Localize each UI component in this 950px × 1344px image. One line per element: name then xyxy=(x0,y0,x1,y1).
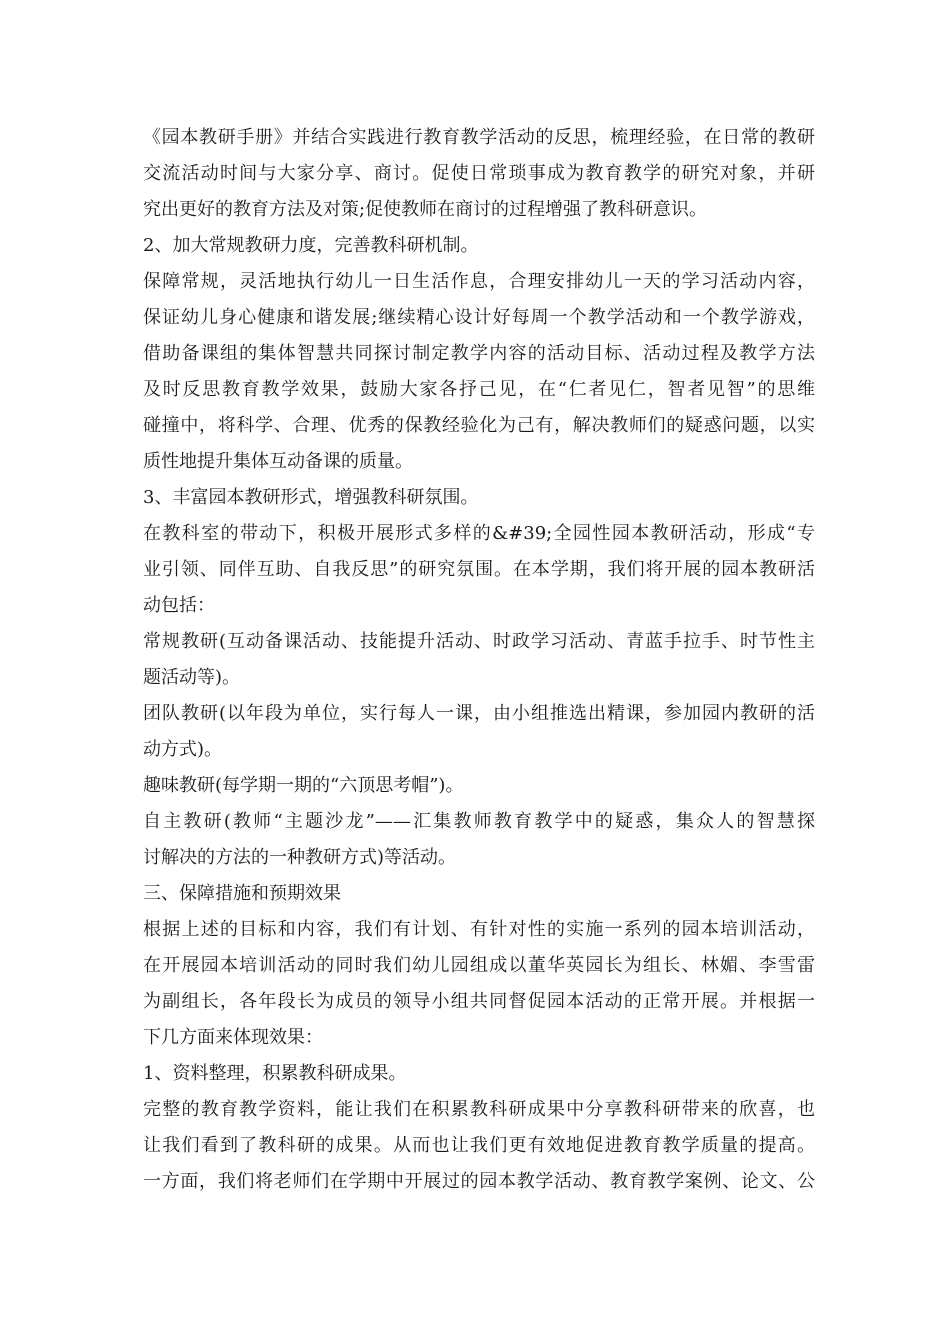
text-line: 交流活动时间与大家分享、商讨。促使日常琐事成为教育教学的研究对象，并研 xyxy=(143,163,815,184)
text-line: 团队教研(以年段为单位，实行每人一课，由小组推选出精课，参加园内教研的活 xyxy=(143,703,815,724)
text-line: 为副组长，各年段长为成员的领导小组共同督促园本活动的正常开展。并根据一 xyxy=(143,991,815,1012)
text-line: 业引领、同伴互助、自我反思”的研究氛围。在本学期，我们将开展的园本教研活 xyxy=(143,559,815,580)
text-line: 借助备课组的集体智慧共同探讨制定教学内容的活动目标、活动过程及教学方法 xyxy=(143,343,815,364)
text-line: 完整的教育教学资料，能让我们在积累教科研成果中分享教科研带来的欣喜，也 xyxy=(143,1099,815,1120)
text-line: 自主教研(教师“主题沙龙”——汇集教师教育教学中的疑惑，集众人的智慧探 xyxy=(143,811,815,832)
text-line: 根据上述的目标和内容，我们有计划、有针对性的实施一系列的园本培训活动， xyxy=(143,919,815,940)
text-line: 动方式)。 xyxy=(143,739,223,760)
text-line: 及时反思教育教学效果，鼓励大家各抒己见，在“仁者见仁，智者见智”的思维 xyxy=(143,379,815,400)
text-line: 下几方面来体现效果： xyxy=(143,1027,323,1048)
text-line: 2、加大常规教研力度，完善教科研机制。 xyxy=(143,235,479,256)
text-line: 动包括： xyxy=(143,595,215,616)
text-line: 三、保障措施和预期效果 xyxy=(143,883,341,904)
text-line: 3、丰富园本教研形式，增强教科研氛围。 xyxy=(143,487,479,508)
text-line: 讨解决的方法的一种教研方式)等活动。 xyxy=(143,847,457,868)
text-line: 在开展园本培训活动的同时我们幼儿园组成以董华英园长为组长、林媚、李雪雷 xyxy=(143,955,815,976)
text-line: 碰撞中，将科学、合理、优秀的保教经验化为己有，解决教师们的疑惑问题，以实 xyxy=(143,415,815,436)
text-line: 题活动等)。 xyxy=(143,667,241,688)
text-line: 让我们看到了教科研的成果。从而也让我们更有效地促进教育教学质量的提高。 xyxy=(143,1135,815,1156)
text-line: 质性地提升集体互动备课的质量。 xyxy=(143,451,413,472)
text-line: 1、资料整理，积累教科研成果。 xyxy=(143,1063,407,1084)
text-line: 《园本教研手册》并结合实践进行教育教学活动的反思，梳理经验，在日常的教研 xyxy=(143,127,815,148)
text-line: 在教科室的带动下，积极开展形式多样的&#39;全园性园本教研活动，形成“专 xyxy=(143,523,815,544)
text-line: 究出更好的教育方法及对策;促使教师在商讨的过程增强了教科研意识。 xyxy=(143,199,708,220)
text-line: 一方面，我们将老师们在学期中开展过的园本教学活动、教育教学案例、论文、公 xyxy=(143,1171,815,1192)
document-body xyxy=(143,120,815,1200)
text-line: 常规教研(互动备课活动、技能提升活动、时政学习活动、青蓝手拉手、时节性主 xyxy=(143,631,815,652)
text-line: 保障常规，灵活地执行幼儿一日生活作息，合理安排幼儿一天的学习活动内容， xyxy=(143,271,815,292)
text-line: 趣味教研(每学期一期的“六顶思考帽”)。 xyxy=(143,775,464,796)
text-line: 保证幼儿身心健康和谐发展;继续精心设计好每周一个教学活动和一个教学游戏， xyxy=(143,307,815,328)
